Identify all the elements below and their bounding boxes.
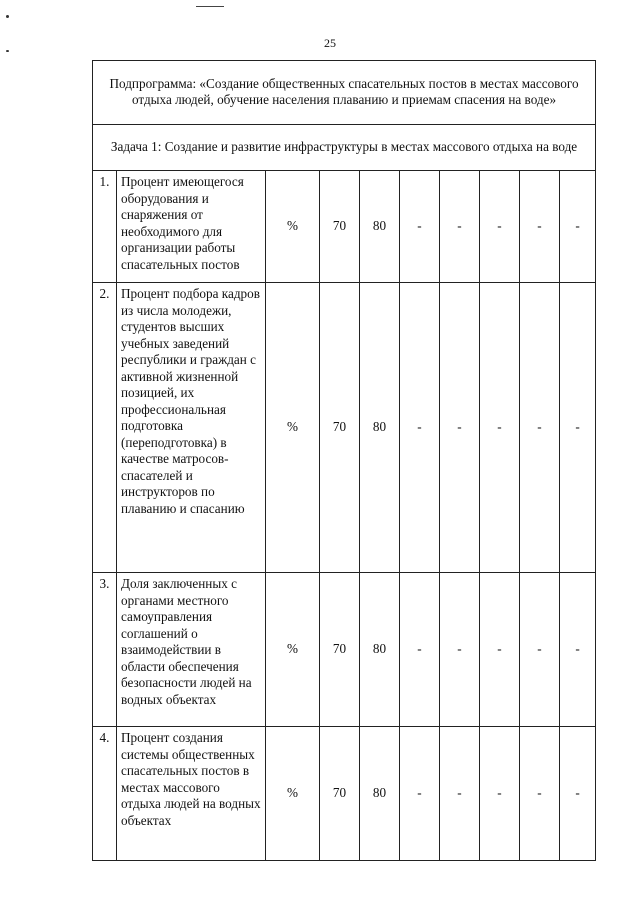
dash-cell: - (400, 727, 440, 861)
subprogram-title: Подпрограмма: «Создание общественных спасательных постов в местах массового отдыха людей, обучение населения плаванию и приемам спасения на воде» (93, 61, 596, 125)
page-number: 25 (324, 36, 336, 50)
subprogram-header-row (93, 61, 596, 125)
task-header-row (93, 125, 596, 171)
indicator-description: Процент создания системы общественных спасательных постов в местах массового отдыха людей на водных объектах (117, 727, 266, 861)
table-row (93, 573, 596, 727)
scan-dot-1 (6, 15, 9, 18)
row-number: 3. (93, 573, 117, 727)
dash-cell: - (560, 727, 596, 861)
value-cell: 80 (360, 727, 400, 861)
indicators-table (92, 60, 596, 861)
dash-cell: - (440, 573, 480, 727)
unit-cell: % (266, 727, 320, 861)
dash-cell: - (560, 171, 596, 283)
unit-cell: % (266, 283, 320, 573)
dash-cell: - (480, 573, 520, 727)
row-number: 2. (93, 283, 117, 573)
value-cell: 70 (320, 283, 360, 573)
value-cell: 70 (320, 727, 360, 861)
value-cell: 80 (360, 171, 400, 283)
dash-cell: - (400, 171, 440, 283)
task-title: Задача 1: Создание и развитие инфраструктуры в местах массового отдыха на воде (93, 125, 596, 171)
scan-mark-top (196, 6, 224, 7)
indicator-description: Доля заключенных с органами местного самоуправления соглашений о взаимодействии в области обеспечения безопасности людей на водных объектах (117, 573, 266, 727)
dash-cell: - (560, 283, 596, 573)
scan-dot-2 (6, 50, 9, 52)
dash-cell: - (440, 283, 480, 573)
dash-cell: - (520, 573, 560, 727)
dash-cell: - (400, 283, 440, 573)
dash-cell: - (400, 573, 440, 727)
table-row (93, 727, 596, 861)
dash-cell: - (440, 727, 480, 861)
dash-cell: - (480, 171, 520, 283)
value-cell: 80 (360, 283, 400, 573)
dash-cell: - (480, 727, 520, 861)
unit-cell: % (266, 573, 320, 727)
dash-cell: - (520, 727, 560, 861)
indicator-description: Процент подбора кадров из числа молодежи, студентов высших учебных заведений республики и граждан с активной жизненной позицией, их профессиональная подготовка (переподготовка) в качестве матросов-спасателей и инструкторов по плаванию и спасанию (117, 283, 266, 573)
dash-cell: - (520, 171, 560, 283)
table-row (93, 171, 596, 283)
value-cell: 80 (360, 573, 400, 727)
indicator-description: Процент имеющегося оборудования и снаряжения от необходимого для организации работы спасательных постов (117, 171, 266, 283)
unit-cell: % (266, 171, 320, 283)
row-number: 1. (93, 171, 117, 283)
dash-cell: - (440, 171, 480, 283)
table-row (93, 283, 596, 573)
row-number: 4. (93, 727, 117, 861)
dash-cell: - (520, 283, 560, 573)
value-cell: 70 (320, 171, 360, 283)
value-cell: 70 (320, 573, 360, 727)
dash-cell: - (560, 573, 596, 727)
dash-cell: - (480, 283, 520, 573)
